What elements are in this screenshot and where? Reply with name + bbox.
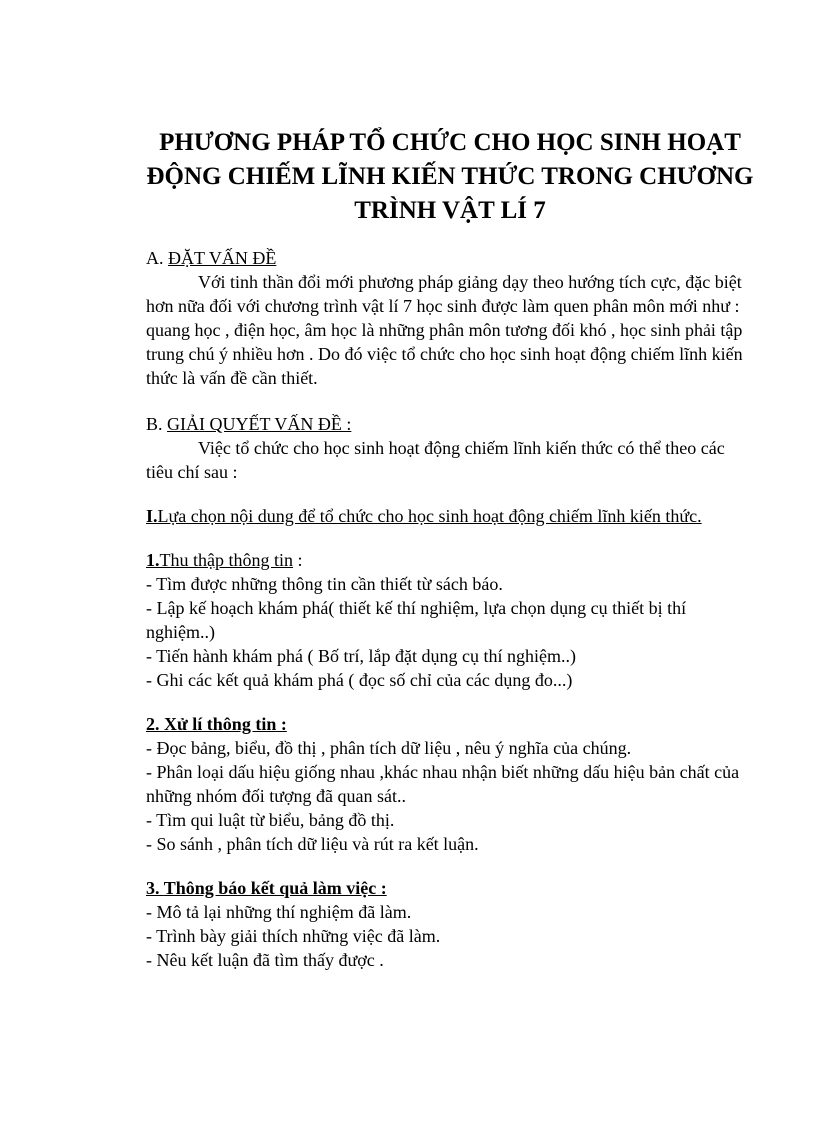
- section-a-heading: [146, 246, 756, 270]
- document-body: [146, 246, 756, 972]
- sub-2-title: Xử lí thông tin :: [164, 714, 287, 734]
- sub-2-item: - So sánh , phân tích dữ liệu và rút ra kết luận.: [146, 834, 479, 854]
- sub-1-item: - Tìm được những thông tin cần thiết từ sách báo.: [146, 574, 503, 594]
- sub-2-item: - Đọc bảng, biểu, đồ thị , phân tích dữ liệu , nêu ý nghĩa của chúng.: [146, 738, 632, 758]
- sub-1-item: - Ghi các kết quả khám phá ( đọc số chỉ của các dụng đo...): [146, 670, 573, 690]
- sub-3-item: - Mô tả lại những thí nghiệm đã làm.: [146, 902, 412, 922]
- section-a-paragraph: Với tinh thần đổi mới phương pháp giảng dạy theo hướng tích cực, đặc biệt hơn nữa đối với chương trình vật lí 7 học sinh được làm quen phân môn mới như : quang học , điện học, âm học là những phân môn tương đối khó , học sinh phải tập trung chú ý nhiều hơn . Do đó việc tổ chức cho học sinh hoạt động chiếm lĩnh kiến thức là vấn đề cần thiết.: [146, 272, 743, 388]
- section-a-title: ĐẶT VẤN ĐỀ: [168, 248, 277, 268]
- sub-3-item: - Nêu kết luận đã tìm thấy được .: [146, 950, 384, 970]
- sub-3-prefix: 3.: [146, 878, 164, 898]
- sub-1-title: Thu thập thông tin: [159, 550, 293, 570]
- section-b-heading: [146, 412, 756, 436]
- part-1-text: Lựa chọn nội dung để tổ chức cho học sinh hoạt động chiếm lĩnh kiến thức.: [157, 506, 702, 526]
- sub-3-title: Thông báo kết quả làm việc :: [163, 878, 387, 898]
- sub-2-prefix: 2.: [146, 714, 164, 734]
- sub-1-prefix: 1.: [146, 550, 160, 570]
- sub-3-item: - Trình bày giải thích những việc đã làm.: [146, 926, 441, 946]
- sub-1-suffix: :: [293, 550, 303, 570]
- sub-1-item: - Tiến hành khám phá ( Bố trí, lắp đặt dụng cụ thí nghiệm..): [146, 646, 576, 666]
- sub-2-item: - Phân loại dấu hiệu giống nhau ,khác nhau nhận biết những dấu hiệu bản chất của những nhóm đối tượng đã quan sát..: [146, 762, 740, 806]
- section-a-prefix: A.: [146, 248, 168, 268]
- sub-3-heading: [146, 876, 756, 900]
- sub-2-item: - Tìm qui luật từ biểu, bảng đồ thị.: [146, 810, 395, 830]
- sub-1-item: - Lập kế hoạch khám phá( thiết kế thí nghiệm, lựa chọn dụng cụ thiết bị thí nghiệm..): [146, 598, 687, 642]
- document-title: PHƯƠNG PHÁP TỔ CHỨC CHO HỌC SINH HOẠT ĐỘNG CHIẾM LĨNH KIẾN THỨC TRONG CHƯƠNG TRÌNH VẬT LÍ 7: [146, 129, 754, 224]
- section-b-paragraph: Việc tổ chức cho học sinh hoạt động chiếm lĩnh kiến thức có thể theo các tiêu chí sau :: [146, 438, 725, 482]
- sub-1-heading: [146, 548, 756, 572]
- section-b-title: GIẢI QUYẾT VẤN ĐỀ :: [167, 414, 352, 434]
- part-1-prefix: I.: [146, 506, 158, 526]
- sub-2-heading: [146, 712, 756, 736]
- part-1-heading: [146, 504, 756, 528]
- section-b-prefix: B.: [146, 414, 168, 434]
